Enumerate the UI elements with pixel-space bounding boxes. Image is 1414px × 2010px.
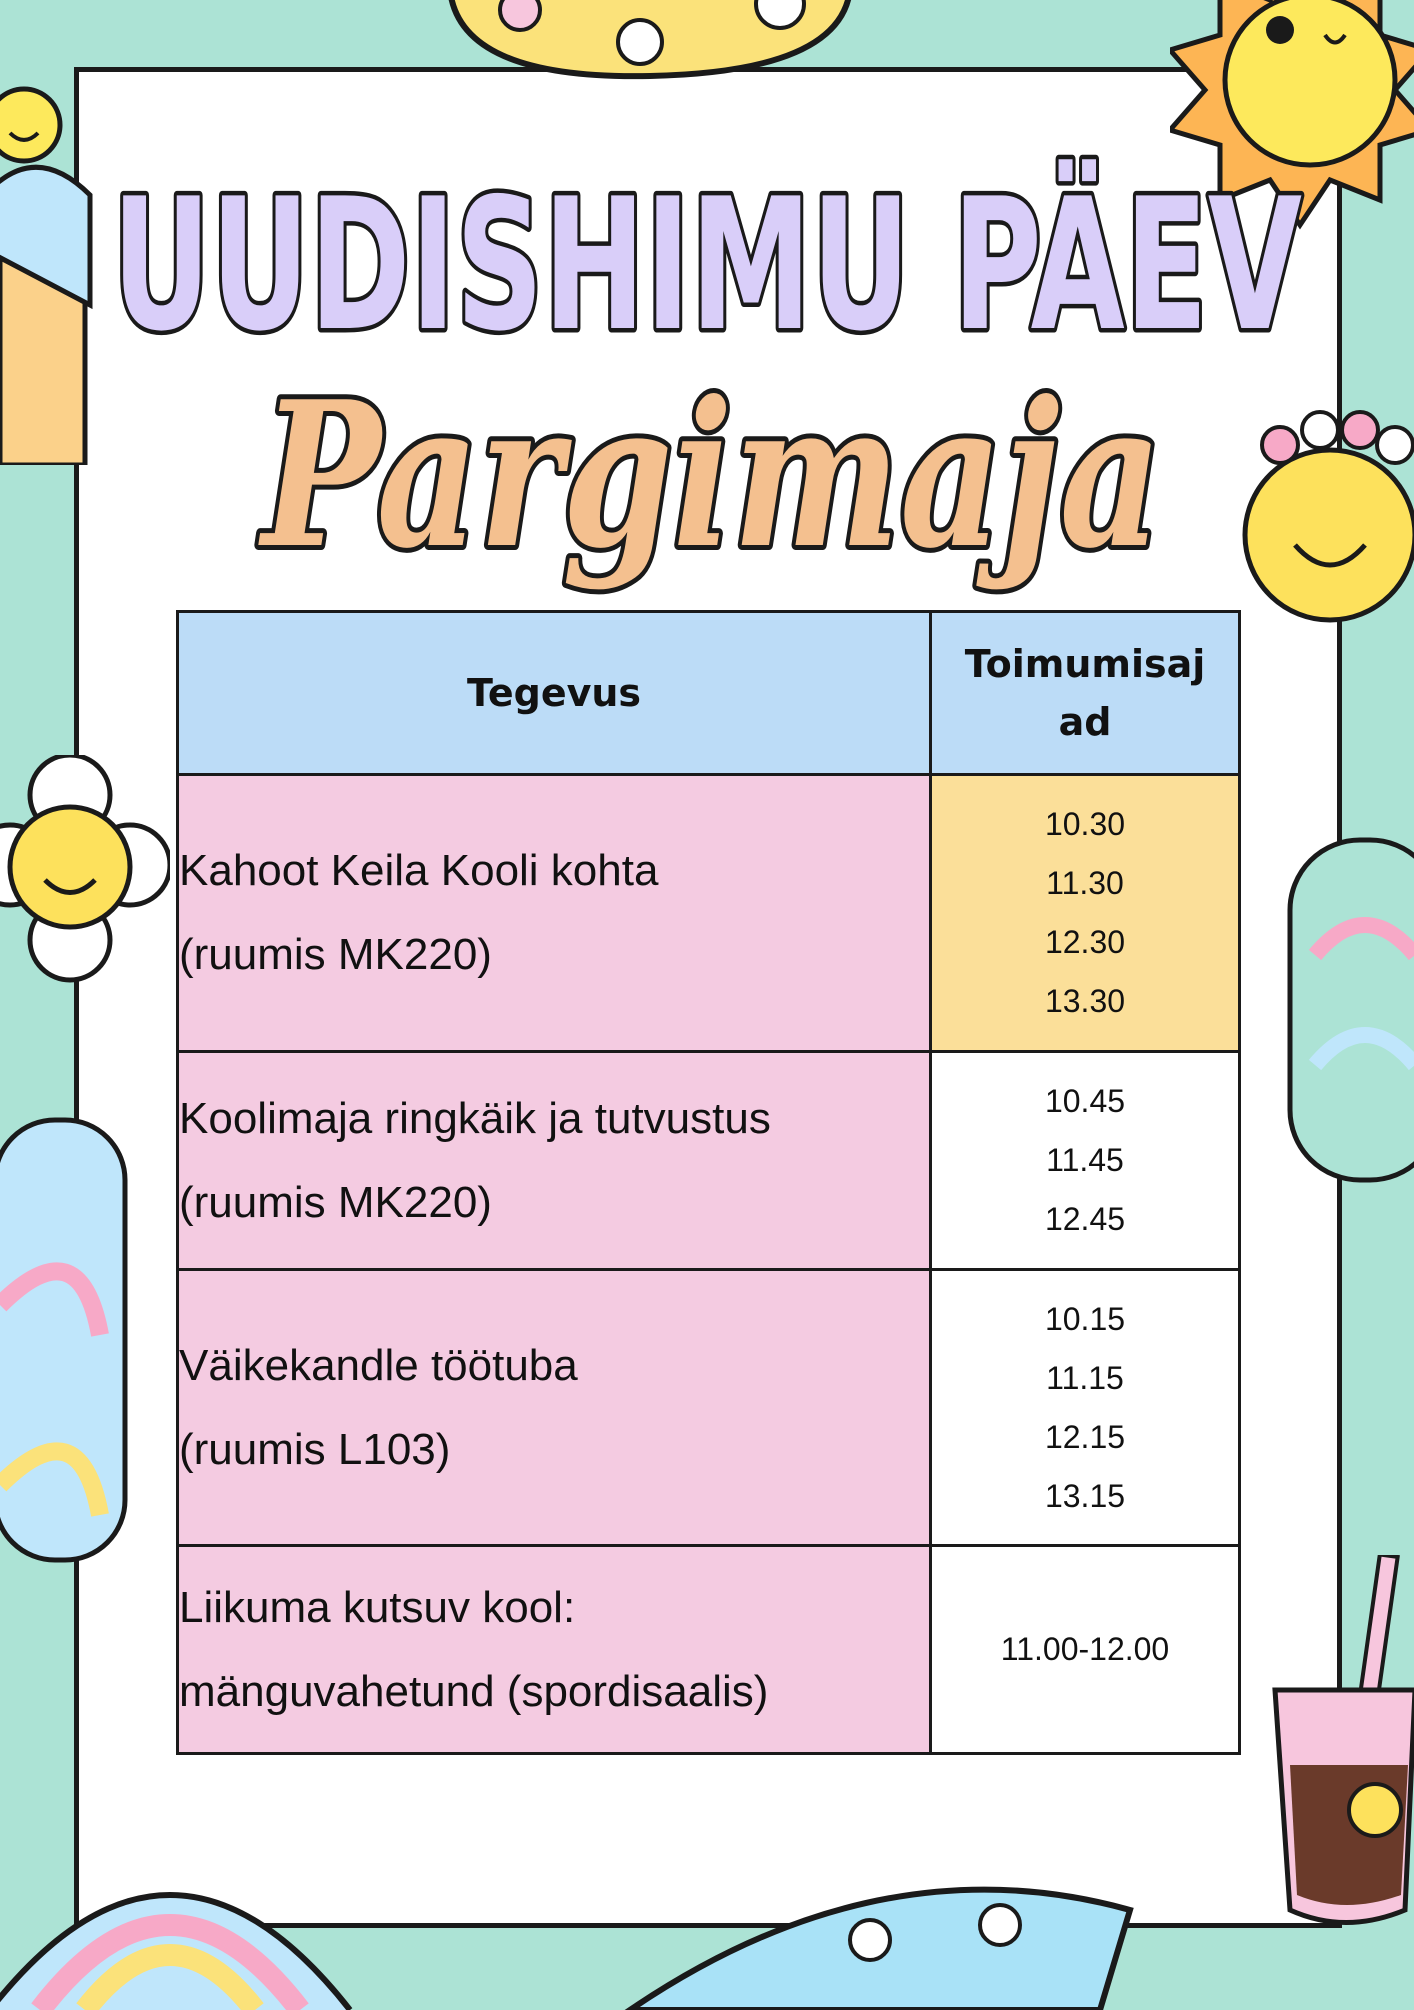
rainbow-icon	[0, 1820, 380, 2010]
time-slot: 11.15	[1046, 1359, 1124, 1396]
activity-room: (ruumis MK220)	[179, 930, 492, 979]
surfboard-icon	[620, 1870, 1140, 2010]
table-row	[178, 1546, 1240, 1754]
time-slot: 11.00-12.00	[1000, 1631, 1170, 1667]
flower-smiley-icon	[0, 755, 170, 985]
activity-cell	[178, 1052, 931, 1270]
header-activity: Tegevus	[178, 612, 931, 775]
table-row	[178, 775, 1240, 1052]
activity-cell	[178, 1270, 931, 1546]
rainbow-icon	[0, 1115, 140, 1565]
activity-room: mänguvahetund (spordisaalis)	[179, 1666, 769, 1716]
table-header-row	[178, 612, 1240, 775]
time-slot: 11.30	[1046, 865, 1124, 901]
activity-name: Kahoot Keila Kooli kohta	[179, 846, 659, 895]
header-time	[931, 612, 1240, 775]
header-time-line-2: ad	[1058, 700, 1112, 744]
time-cell	[931, 1052, 1240, 1270]
title-line-1: UUDISHIMU PÄEV	[112, 159, 1302, 371]
table-row	[178, 1270, 1240, 1546]
popsicle-icon	[1285, 835, 1414, 1195]
time-slot: 12.45	[1044, 1201, 1126, 1237]
header-time-line-1: Toimumisaj	[964, 642, 1206, 686]
time-slot: 10.30	[1044, 806, 1126, 842]
activity-cell	[178, 775, 931, 1052]
activity-name: Väikekandle töötuba	[179, 1340, 578, 1390]
poster-title	[0, 0, 1414, 650]
time-slot: 10.15	[1044, 1300, 1126, 1337]
activity-cell	[178, 1546, 931, 1754]
table-row	[178, 1052, 1240, 1270]
schedule-table	[176, 610, 1241, 1755]
time-cell	[931, 1270, 1240, 1546]
time-slot: 13.15	[1044, 1477, 1126, 1514]
bubble-tea-icon	[1265, 1555, 1414, 1935]
time-slot: 12.30	[1044, 924, 1126, 960]
activity-name: Koolimaja ringkäik ja tutvustus	[179, 1093, 771, 1143]
time-slot: 10.45	[1044, 1083, 1126, 1119]
time-slot: 13.30	[1044, 983, 1126, 1019]
activity-room: (ruumis L103)	[179, 1424, 451, 1474]
time-cell	[931, 1546, 1240, 1754]
activity-room: (ruumis MK220)	[179, 1177, 492, 1227]
time-cell	[931, 775, 1240, 1052]
title-line-2: Pargimaja	[258, 358, 1162, 593]
time-slot: 12.15	[1044, 1418, 1126, 1455]
activity-name: Liikuma kutsuv kool:	[179, 1582, 576, 1632]
time-slot: 11.45	[1046, 1142, 1124, 1178]
